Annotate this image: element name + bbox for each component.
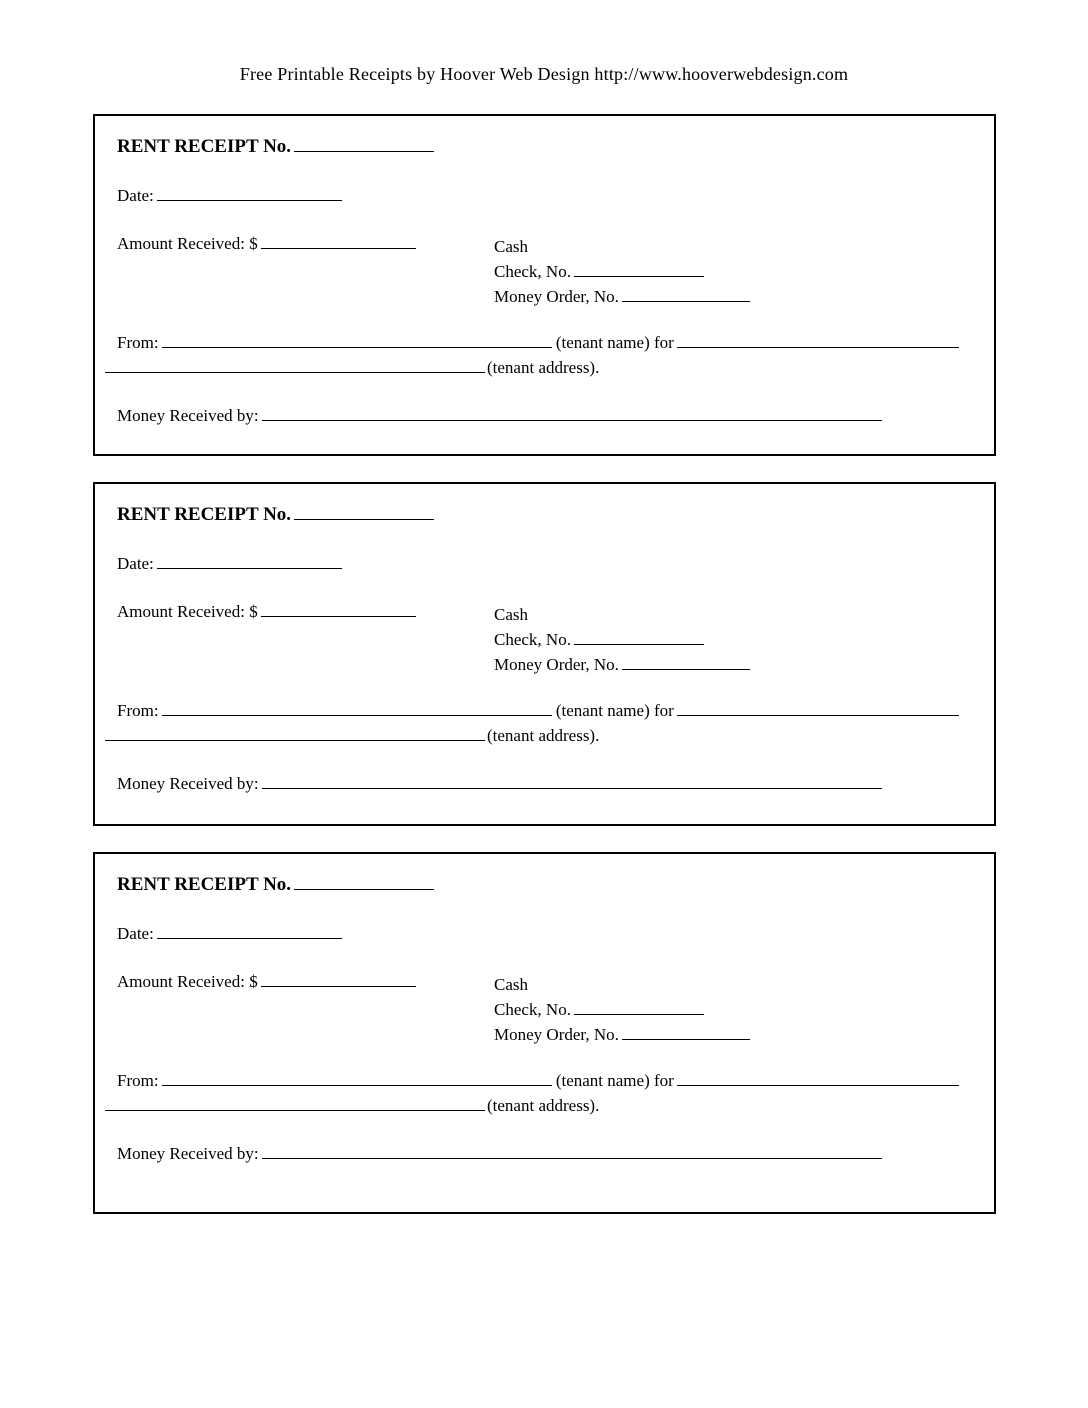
address-row [105, 1096, 599, 1116]
date-blank-line [157, 186, 342, 201]
payment-method-column [494, 972, 750, 1047]
from-label: From: [117, 1071, 159, 1090]
received-by-label: Money Received by: [117, 774, 259, 793]
money-order-line [494, 1022, 750, 1047]
check-number-blank-line [574, 262, 704, 277]
amount-label: Amount Received: $ [117, 602, 258, 621]
amount-row [117, 602, 416, 622]
amount-blank-line [261, 972, 416, 987]
receipt-title-row [117, 504, 434, 526]
page-header: Free Printable Receipts by Hoover Web Design http://www.hooverwebdesign.com [239, 64, 849, 84]
from-row [117, 701, 959, 721]
receipt-box-3 [93, 852, 996, 1214]
tenant-address-blank-line [105, 358, 485, 373]
cash-label: Cash [494, 605, 528, 624]
tenant-address-blank-line [105, 1096, 485, 1111]
cash-line [494, 602, 750, 627]
date-row [117, 186, 342, 206]
check-line [494, 259, 750, 284]
amount-row [117, 972, 416, 992]
received-by-label: Money Received by: [117, 406, 259, 425]
money-order-label: Money Order, No. [494, 1025, 619, 1044]
money-order-number-blank-line [622, 655, 750, 670]
money-order-label: Money Order, No. [494, 287, 619, 306]
from-row [117, 333, 959, 353]
receipt-number-blank-line [294, 875, 434, 890]
amount-label: Amount Received: $ [117, 972, 258, 991]
received-by-blank-line [262, 774, 882, 789]
tenant-name-label: (tenant name) for [555, 333, 674, 352]
tenant-name-blank-line [162, 701, 552, 716]
amount-blank-line [261, 602, 416, 617]
received-by-blank-line [262, 1144, 882, 1159]
received-by-row [117, 406, 882, 426]
receipt-title: RENT RECEIPT No. [117, 504, 292, 525]
address-row [105, 358, 599, 378]
check-label: Check, No. [494, 262, 571, 281]
money-order-label: Money Order, No. [494, 655, 619, 674]
check-label: Check, No. [494, 630, 571, 649]
cash-label: Cash [494, 237, 528, 256]
date-label: Date: [117, 924, 154, 943]
check-line [494, 997, 750, 1022]
tenant-name-blank-line [162, 1071, 552, 1086]
receipt-box-1 [93, 114, 996, 456]
receipt-title: RENT RECEIPT No. [117, 874, 292, 895]
received-by-label: Money Received by: [117, 1144, 259, 1163]
payment-method-column [494, 234, 750, 309]
amount-row [117, 234, 416, 254]
address-row [105, 726, 599, 746]
cash-label: Cash [494, 975, 528, 994]
receipt-number-blank-line [294, 505, 434, 520]
date-label: Date: [117, 554, 154, 573]
receipt-title-row [117, 874, 434, 896]
tenant-name-label: (tenant name) for [555, 1071, 674, 1090]
amount-label: Amount Received: $ [117, 234, 258, 253]
receipt-number-blank-line [294, 137, 434, 152]
date-blank-line [157, 924, 342, 939]
tenant-address-label: (tenant address). [487, 726, 600, 745]
check-label: Check, No. [494, 1000, 571, 1019]
check-number-blank-line [574, 630, 704, 645]
rent-for-blank-line [677, 1071, 959, 1086]
received-by-row [117, 1144, 882, 1164]
tenant-address-label: (tenant address). [487, 358, 600, 377]
rent-for-blank-line [677, 333, 959, 348]
receipt-box-2 [93, 482, 996, 826]
check-number-blank-line [574, 1000, 704, 1015]
rent-for-blank-line [677, 701, 959, 716]
from-label: From: [117, 333, 159, 352]
tenant-address-label: (tenant address). [487, 1096, 600, 1115]
date-row [117, 554, 342, 574]
date-row [117, 924, 342, 944]
cash-line [494, 972, 750, 997]
money-order-line [494, 284, 750, 309]
tenant-name-blank-line [162, 333, 552, 348]
amount-blank-line [261, 234, 416, 249]
from-row [117, 1071, 959, 1091]
date-blank-line [157, 554, 342, 569]
date-label: Date: [117, 186, 154, 205]
tenant-address-blank-line [105, 726, 485, 741]
check-line [494, 627, 750, 652]
money-order-line [494, 652, 750, 677]
received-by-row [117, 774, 882, 794]
money-order-number-blank-line [622, 287, 750, 302]
from-label: From: [117, 701, 159, 720]
receipt-title: RENT RECEIPT No. [117, 136, 292, 157]
payment-method-column [494, 602, 750, 677]
tenant-name-label: (tenant name) for [555, 701, 674, 720]
received-by-blank-line [262, 406, 882, 421]
money-order-number-blank-line [622, 1025, 750, 1040]
cash-line [494, 234, 750, 259]
receipt-title-row [117, 136, 434, 158]
